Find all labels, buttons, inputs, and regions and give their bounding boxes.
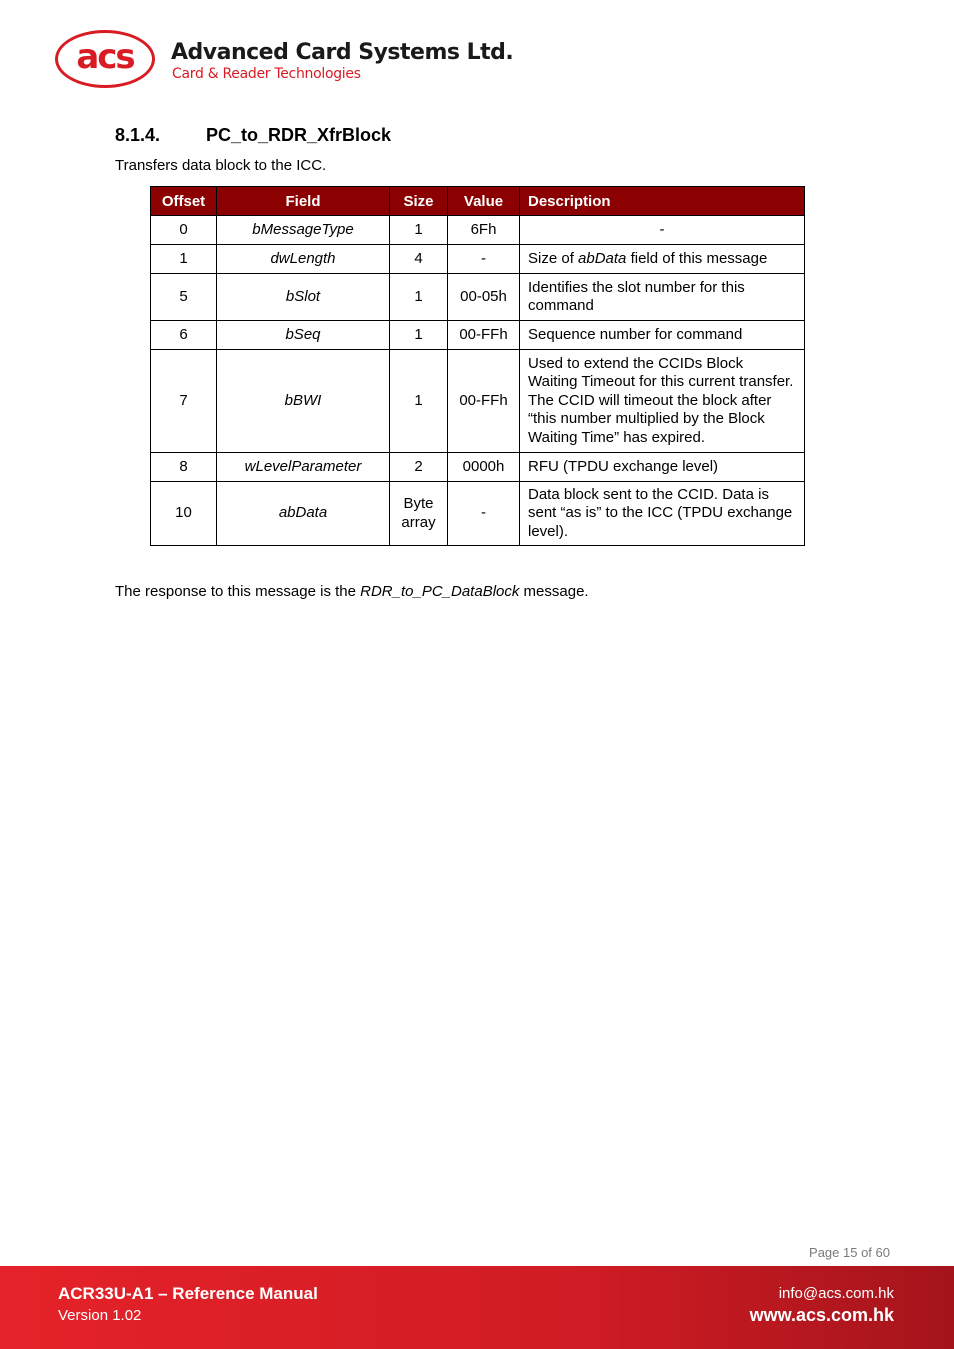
table-row: [151, 321, 805, 350]
table-header-row: [151, 187, 805, 216]
column-header-size: Size: [390, 187, 448, 216]
cell-size: 1: [390, 321, 448, 350]
table-row: [151, 350, 805, 453]
column-header-field: Field: [217, 187, 390, 216]
section-intro: Transfers data block to the ICC.: [115, 157, 327, 174]
table-row: [151, 216, 805, 245]
cell-description: Sequence number for command: [520, 321, 805, 350]
cell-size: 1: [390, 216, 448, 245]
cell-offset: 10: [151, 482, 217, 546]
section-heading: [115, 125, 391, 146]
table-row: [151, 453, 805, 482]
cell-field: bSeq: [217, 321, 390, 350]
contact-email: info@acs.com.hk: [778, 1285, 894, 1302]
cell-size: 1: [390, 350, 448, 453]
cell-field: bMessageType: [217, 216, 390, 245]
company-name: Advanced Card Systems Ltd.: [171, 40, 514, 65]
response-suffix: message.: [519, 583, 589, 600]
company-website: www.acs.com.hk: [749, 1305, 894, 1325]
cell-offset: 8: [151, 453, 217, 482]
table-row: [151, 482, 805, 546]
cell-offset: 6: [151, 321, 217, 350]
cell-value: 0000h: [448, 453, 520, 482]
cell-size: 4: [390, 245, 448, 274]
section-title: PC_to_RDR_XfrBlock: [206, 125, 392, 145]
company-logo: [55, 30, 514, 94]
cell-value: 6Fh: [448, 216, 520, 245]
page-footer: [0, 1266, 954, 1349]
response-message-name: RDR_to_PC_DataBlock: [360, 583, 520, 600]
desc-suffix: field of this message: [626, 249, 768, 267]
cell-field: abData: [217, 482, 390, 546]
cell-field: bSlot: [217, 274, 390, 321]
cell-description: Data block sent to the CCID. Data is sent “as is” to the ICC (TPDU exchange level).: [520, 482, 805, 546]
cell-description: Identifies the slot number for this command: [520, 274, 805, 321]
cell-offset: 1: [151, 245, 217, 274]
cell-field: bBWI: [217, 350, 390, 453]
cell-size: Byte array: [390, 482, 448, 546]
cell-description: RFU (TPDU exchange level): [520, 453, 805, 482]
cell-value: 00-FFh: [448, 350, 520, 453]
logo-mark-text: acs: [76, 37, 134, 77]
cell-size: 1: [390, 274, 448, 321]
cell-offset: 5: [151, 274, 217, 321]
response-note: [115, 583, 589, 600]
desc-field-ref: abData: [578, 249, 627, 267]
message-format-table: [150, 186, 805, 546]
cell-value: 00-05h: [448, 274, 520, 321]
cell-value: -: [448, 245, 520, 274]
cell-field: wLevelParameter: [217, 453, 390, 482]
cell-description: -: [520, 216, 805, 245]
cell-field: dwLength: [217, 245, 390, 274]
company-tagline: Card & Reader Technologies: [172, 66, 361, 82]
column-header-offset: Offset: [151, 187, 217, 216]
manual-title: ACR33U-A1 – Reference Manual: [58, 1284, 318, 1303]
response-prefix: The response to this message is the: [115, 583, 361, 600]
cell-description: [520, 245, 805, 274]
table-row: [151, 245, 805, 274]
page-number: Page 15 of 60: [809, 1245, 890, 1260]
column-header-description: Description: [520, 187, 805, 216]
cell-size: 2: [390, 453, 448, 482]
cell-description: Used to extend the CCIDs Block Waiting Timeout for this current transfer. The CCID will timeout the block after “this number multiplied by the Block Waiting Time” has expired.: [520, 350, 805, 453]
manual-version: Version 1.02: [58, 1307, 142, 1324]
column-header-value: Value: [448, 187, 520, 216]
cell-value: -: [448, 482, 520, 546]
desc-prefix: Size of: [528, 249, 579, 267]
acs-logo-mark: [55, 30, 155, 88]
cell-offset: 7: [151, 350, 217, 453]
table-row: [151, 274, 805, 321]
cell-value: 00-FFh: [448, 321, 520, 350]
section-number: 8.1.4.: [115, 125, 161, 145]
cell-offset: 0: [151, 216, 217, 245]
